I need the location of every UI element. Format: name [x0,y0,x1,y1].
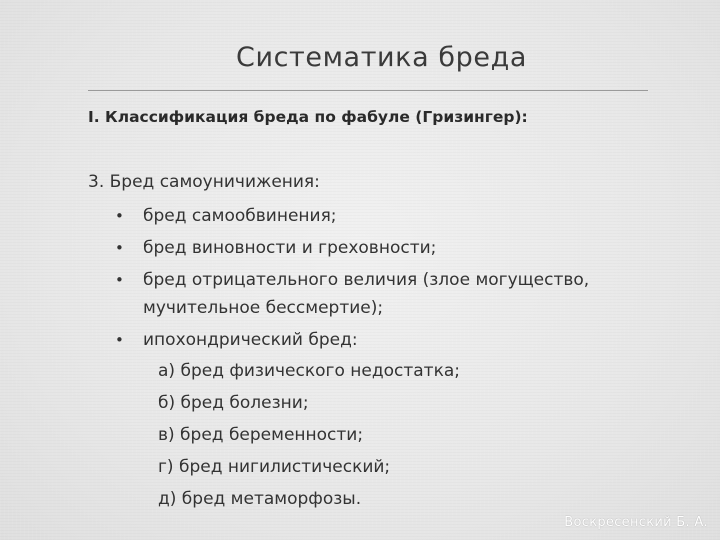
title-divider [88,90,648,91]
sub-list-item: в) бред беременности; [158,425,364,445]
hypochondriac-subtype-list [158,355,460,515]
author-footer: Воскресенский Б. А. [564,515,708,530]
sub-list-item: б) бред болезни; [158,393,309,413]
list-item [115,202,633,230]
sub-list-item: д) бред метаморфозы. [158,489,362,509]
slide-title: Систематика бреда [236,42,528,73]
classification-heading: I. Классификация бреда по фабуле (Гризингер): [88,108,528,126]
list-item [115,266,633,322]
bullet-icon: • [115,207,124,225]
sub-list-item: а) бред физического недостатка; [158,361,460,381]
sub-list-item: г) бред нигилистический; [158,457,391,477]
list-item-text: бред самообвинения; [143,206,337,226]
bullet-icon: • [115,239,124,257]
list-item [115,234,633,262]
bullet-icon: • [115,271,124,289]
bullet-icon: • [115,331,124,349]
list-item-text-line-2: мучительное бессмертие); [143,298,384,318]
list-item-text-line-1: бред отрицательного величия (злое могущество, [143,270,590,290]
list-item-text: ипохондрический бред: [143,330,358,350]
list-item [115,326,633,354]
list-item-text: бред виновности и греховности; [143,238,437,258]
section-heading: 3. Бред самоуничижения: [88,172,320,192]
delusion-type-list [115,202,633,358]
